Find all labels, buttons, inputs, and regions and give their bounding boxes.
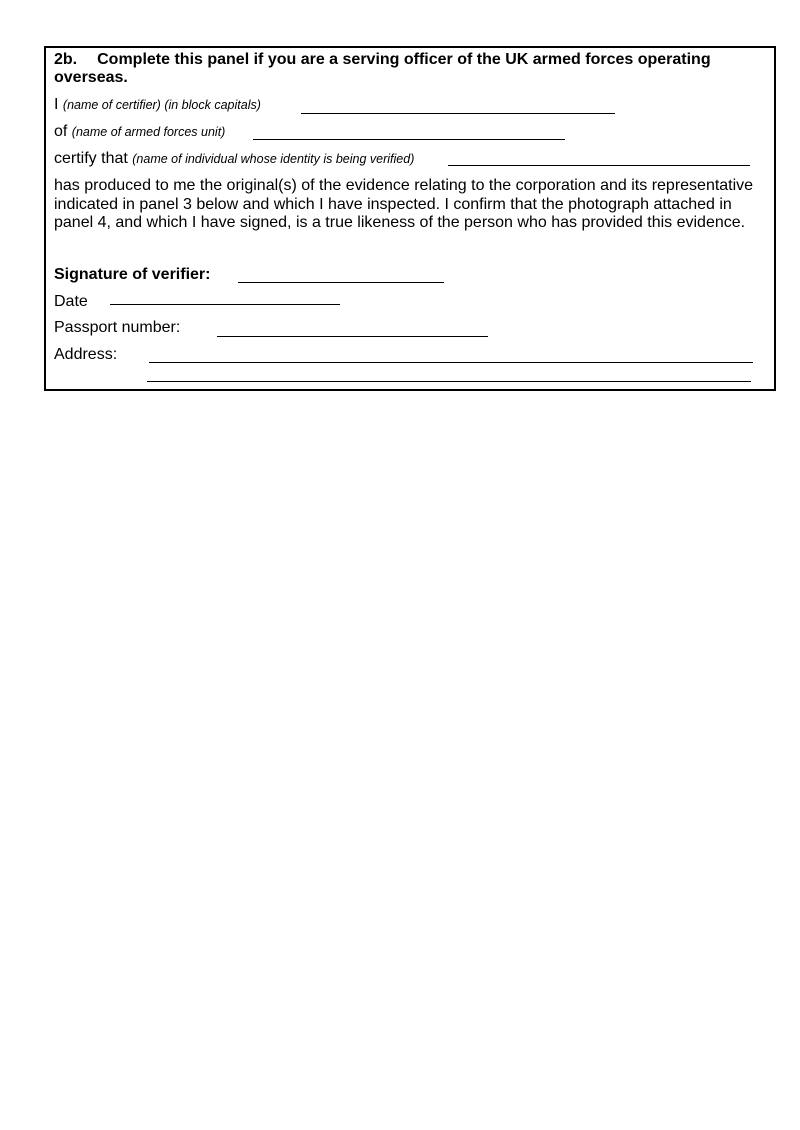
- panel-heading: [54, 51, 711, 69]
- address-line-2-field[interactable]: [147, 381, 751, 382]
- signature-label: Signature of verifier:: [54, 266, 211, 283]
- certify-label: certify that (name of individual whose identity is being verified): [54, 150, 415, 167]
- verification-panel-2b: [44, 46, 776, 391]
- certifier-label: I (name of certifier) (in block capitals): [54, 96, 261, 113]
- panel-number: 2b.: [54, 51, 78, 68]
- address-label: Address:: [54, 346, 118, 363]
- signature-field[interactable]: [238, 282, 444, 283]
- date-label: Date: [54, 293, 88, 310]
- panel-title-line2: overseas.: [54, 69, 128, 86]
- passport-number-field[interactable]: [217, 336, 488, 337]
- unit-hint: (name of armed forces unit): [71, 125, 226, 139]
- declaration-paragraph: has produced to me the original(s) of the evidence relating to the corporation and its representative indicated in panel 3 below and which I have inspected. I confirm that the photograph attached in panel 4, and which I have signed, is a true likeness of the person who has provided this evidence.: [54, 177, 754, 231]
- individual-name-field[interactable]: [448, 165, 750, 166]
- certifier-hint: (name of certifier) (in block capitals): [62, 98, 261, 112]
- address-line-1-field[interactable]: [149, 362, 753, 363]
- unit-label: of (name of armed forces unit): [54, 123, 226, 140]
- date-field[interactable]: [110, 304, 340, 305]
- panel-title-line1: Complete this panel if you are a serving officer of the UK armed forces operating: [97, 51, 711, 68]
- unit-name-field[interactable]: [253, 139, 565, 140]
- certify-hint: (name of individual whose identity is being verified): [132, 152, 415, 166]
- certifier-name-field[interactable]: [301, 113, 615, 114]
- passport-label: Passport number:: [54, 319, 181, 336]
